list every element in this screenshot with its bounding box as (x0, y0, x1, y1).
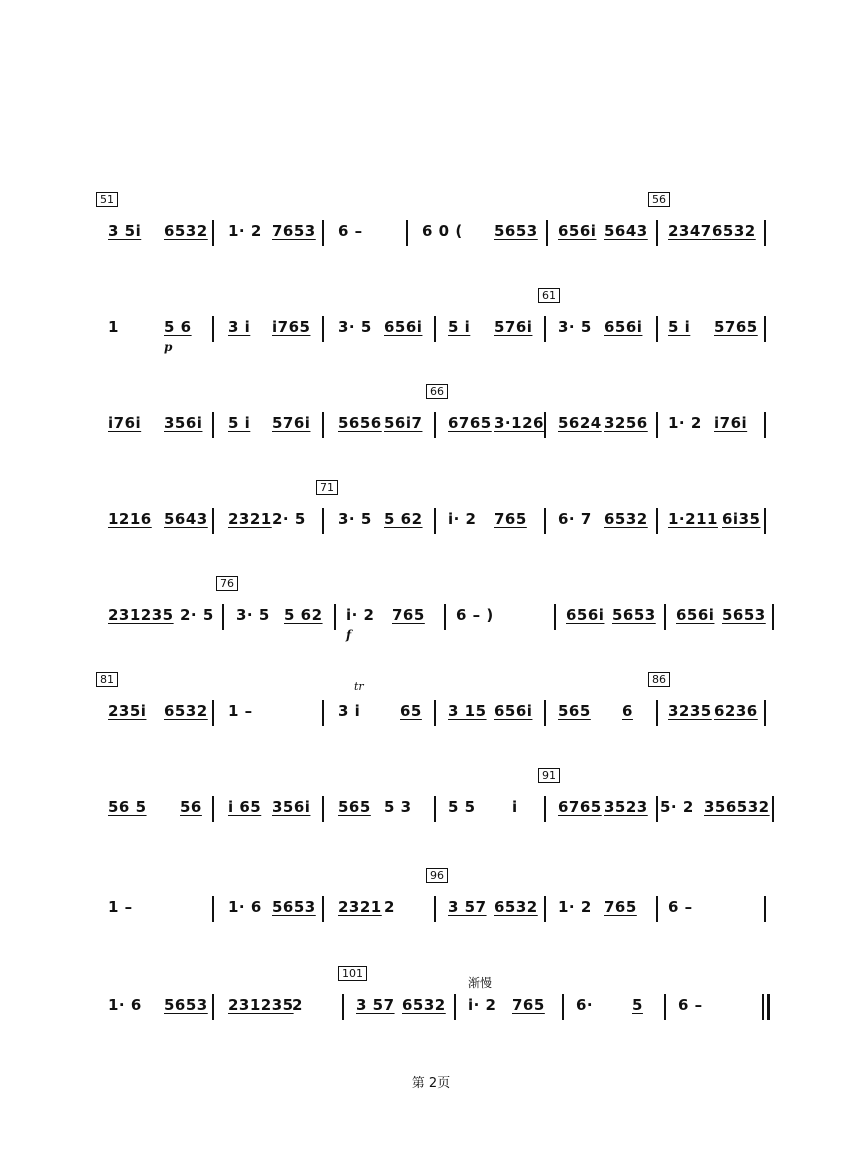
note-group: 6 – (678, 996, 703, 1014)
note-group: 2· 5 (272, 510, 306, 528)
note-group: 1 – (228, 702, 253, 720)
measure-number: 51 (96, 192, 118, 207)
trill-mark: tr (354, 680, 364, 693)
score-line-9 (100, 967, 780, 1034)
note-group: 1216 (108, 510, 152, 528)
note-group: 3 15 (448, 702, 487, 720)
barline (764, 896, 766, 922)
measure-number: 96 (426, 868, 448, 883)
barline (544, 896, 546, 922)
note-group: 6 – (338, 222, 363, 240)
note-group: i76i (108, 414, 142, 432)
note-group: 1· 2 (668, 414, 702, 432)
measure-number: 61 (538, 288, 560, 303)
note-group: 231235 (108, 606, 174, 624)
note-group: 1· 2 (228, 222, 262, 240)
note-group: 1· 6 (108, 996, 142, 1014)
note-group: 5653 (722, 606, 766, 624)
note-group: 5643 (604, 222, 648, 240)
note-group: 5 62 (284, 606, 323, 624)
note-group: 1· 2 (558, 898, 592, 916)
tempo-marking: 渐慢 (468, 976, 493, 990)
barline (322, 316, 324, 342)
note-group: 5624 (558, 414, 602, 432)
dynamic-mark: f (346, 628, 352, 642)
score-line-6 (100, 673, 780, 740)
barline (406, 220, 408, 246)
barline (764, 700, 766, 726)
note-group: 6532 (494, 898, 538, 916)
note-group: 5 i (228, 414, 251, 432)
barline (764, 220, 766, 246)
barline (656, 316, 658, 342)
barline (546, 220, 548, 246)
note-group: 6i35 (722, 510, 761, 528)
barline (212, 220, 214, 246)
note-group: 576i (272, 414, 311, 432)
note-group: 5765 (714, 318, 758, 336)
note-group: 5656 (338, 414, 382, 432)
note-group: 2· 5 (180, 606, 214, 624)
note-group: 3523 (604, 798, 648, 816)
note-group: 5 (632, 996, 643, 1014)
note-group: 5653 (494, 222, 538, 240)
note-group: 5643 (164, 510, 208, 528)
score-line-1 (100, 193, 780, 260)
measure-number: 66 (426, 384, 448, 399)
note-group: 765 (392, 606, 425, 624)
barline (656, 700, 658, 726)
note-group: 6 (622, 702, 633, 720)
note-group: 565 (338, 798, 371, 816)
note-group: 3· 5 (558, 318, 592, 336)
barline (212, 412, 214, 438)
note-group: 6532 (712, 222, 756, 240)
note-group: 3 i (338, 702, 361, 720)
note-group: 3 5i (108, 222, 142, 240)
barline (322, 412, 324, 438)
barline (434, 796, 436, 822)
note-group: 2321 (338, 898, 382, 916)
note-group: i· 2 (346, 606, 375, 624)
barline (764, 316, 766, 342)
barline (544, 508, 546, 534)
barline (764, 508, 766, 534)
note-group: 3· 5 (236, 606, 270, 624)
note-group: 3235 (668, 702, 712, 720)
barline (554, 604, 556, 630)
note-group: 5 i (668, 318, 691, 336)
score-line-2 (100, 289, 780, 356)
measure-number: 71 (316, 480, 338, 495)
note-group: 3· 5 (338, 318, 372, 336)
note-group: 6· 7 (558, 510, 592, 528)
note-group: 6532 (604, 510, 648, 528)
note-group: 6236 (714, 702, 758, 720)
note-group: 1 (108, 318, 119, 336)
note-group: 1·211 (668, 510, 718, 528)
barline (322, 796, 324, 822)
barline (334, 604, 336, 630)
barline (342, 994, 344, 1020)
barline (772, 796, 774, 822)
barline (434, 896, 436, 922)
note-group: i· 2 (468, 996, 497, 1014)
note-group: 656i (384, 318, 423, 336)
barline (212, 316, 214, 342)
barline (664, 604, 666, 630)
note-group: 5· 2 (660, 798, 694, 816)
note-group: 3 57 (356, 996, 395, 1014)
measure-number: 101 (338, 966, 367, 981)
barline (772, 604, 774, 630)
note-group: 765 (494, 510, 527, 528)
measure-number: 86 (648, 672, 670, 687)
note-group: 2321 (228, 510, 272, 528)
page-number: 第 2页 (411, 1076, 451, 1091)
barline (656, 896, 658, 922)
measure-number: 91 (538, 768, 560, 783)
note-group: 565 (558, 702, 591, 720)
barline (544, 700, 546, 726)
note-group: 3·126 (494, 414, 544, 432)
barline (434, 316, 436, 342)
barline (656, 796, 658, 822)
note-group: 5653 (272, 898, 316, 916)
note-group: 656i (494, 702, 533, 720)
note-group: 5 62 (384, 510, 423, 528)
barline (212, 994, 214, 1020)
score-line-4 (100, 481, 780, 548)
note-group: 5 6 (164, 318, 192, 336)
barline (222, 604, 224, 630)
barline (322, 220, 324, 246)
note-group: i· 2 (448, 510, 477, 528)
barline (212, 796, 214, 822)
barline (434, 412, 436, 438)
note-group: 2347 (668, 222, 712, 240)
note-group: i76i (714, 414, 748, 432)
score-line-7 (100, 769, 780, 836)
barline (434, 700, 436, 726)
barline (764, 412, 766, 438)
note-group: 765 (604, 898, 637, 916)
score-line-5 (100, 577, 780, 644)
note-group: 56 5 (108, 798, 147, 816)
barline (656, 220, 658, 246)
note-group: 6532 (164, 702, 208, 720)
measure-number: 81 (96, 672, 118, 687)
note-group: 65 (400, 702, 422, 720)
barline (444, 604, 446, 630)
note-group: i765 (272, 318, 311, 336)
barline (664, 994, 666, 1020)
note-group: 5 3 (384, 798, 412, 816)
barline (322, 700, 324, 726)
note-group: 656i (566, 606, 605, 624)
note-group: 235i (108, 702, 147, 720)
barline (544, 796, 546, 822)
note-group: 2 (384, 898, 395, 916)
note-group: 1· 6 (228, 898, 262, 916)
note-group: 5653 (612, 606, 656, 624)
note-group: 6765 (558, 798, 602, 816)
note-group: 3· 5 (338, 510, 372, 528)
note-group: 5 i (448, 318, 471, 336)
dynamic-mark: p (164, 340, 173, 354)
barline (656, 412, 658, 438)
barline (322, 508, 324, 534)
note-group: 6 – ) (456, 606, 494, 624)
note-group: 231235 (228, 996, 294, 1014)
note-group: 5 5 (448, 798, 476, 816)
barline (434, 508, 436, 534)
note-group: 3256 (604, 414, 648, 432)
note-group: 6 0 ( (422, 222, 463, 240)
note-group: 6 – (668, 898, 693, 916)
barline (454, 994, 456, 1020)
final-barline-thin (762, 994, 764, 1020)
measure-number: 76 (216, 576, 238, 591)
barline (562, 994, 564, 1020)
barline (212, 700, 214, 726)
barline (212, 896, 214, 922)
measure-number: 56 (648, 192, 670, 207)
note-group: 3 57 (448, 898, 487, 916)
note-group: 656i (558, 222, 597, 240)
note-group: 6765 (448, 414, 492, 432)
note-group: 576i (494, 318, 533, 336)
barline (544, 412, 546, 438)
note-group: 56i7 (384, 414, 423, 432)
final-barline-thick (767, 994, 770, 1020)
score-line-8 (100, 869, 780, 936)
barline (322, 896, 324, 922)
note-group: 6532 (164, 222, 208, 240)
barline (544, 316, 546, 342)
note-group: 1 – (108, 898, 133, 916)
note-group: 5653 (164, 996, 208, 1014)
note-group: 356i (272, 798, 311, 816)
note-group: 765 (512, 996, 545, 1014)
note-group: 356532 (704, 798, 770, 816)
note-group: 56 (180, 798, 202, 816)
note-group: 356i (164, 414, 203, 432)
note-group: 656i (676, 606, 715, 624)
note-group: i 65 (228, 798, 262, 816)
barline (212, 508, 214, 534)
note-group: 6532 (402, 996, 446, 1014)
note-group: 6· (576, 996, 594, 1014)
note-group: 656i (604, 318, 643, 336)
note-group: 7653 (272, 222, 316, 240)
note-group: 3 i (228, 318, 251, 336)
note-group: 2 (292, 996, 303, 1014)
barline (656, 508, 658, 534)
score-line-3 (100, 385, 780, 452)
note-group: i (512, 798, 518, 816)
